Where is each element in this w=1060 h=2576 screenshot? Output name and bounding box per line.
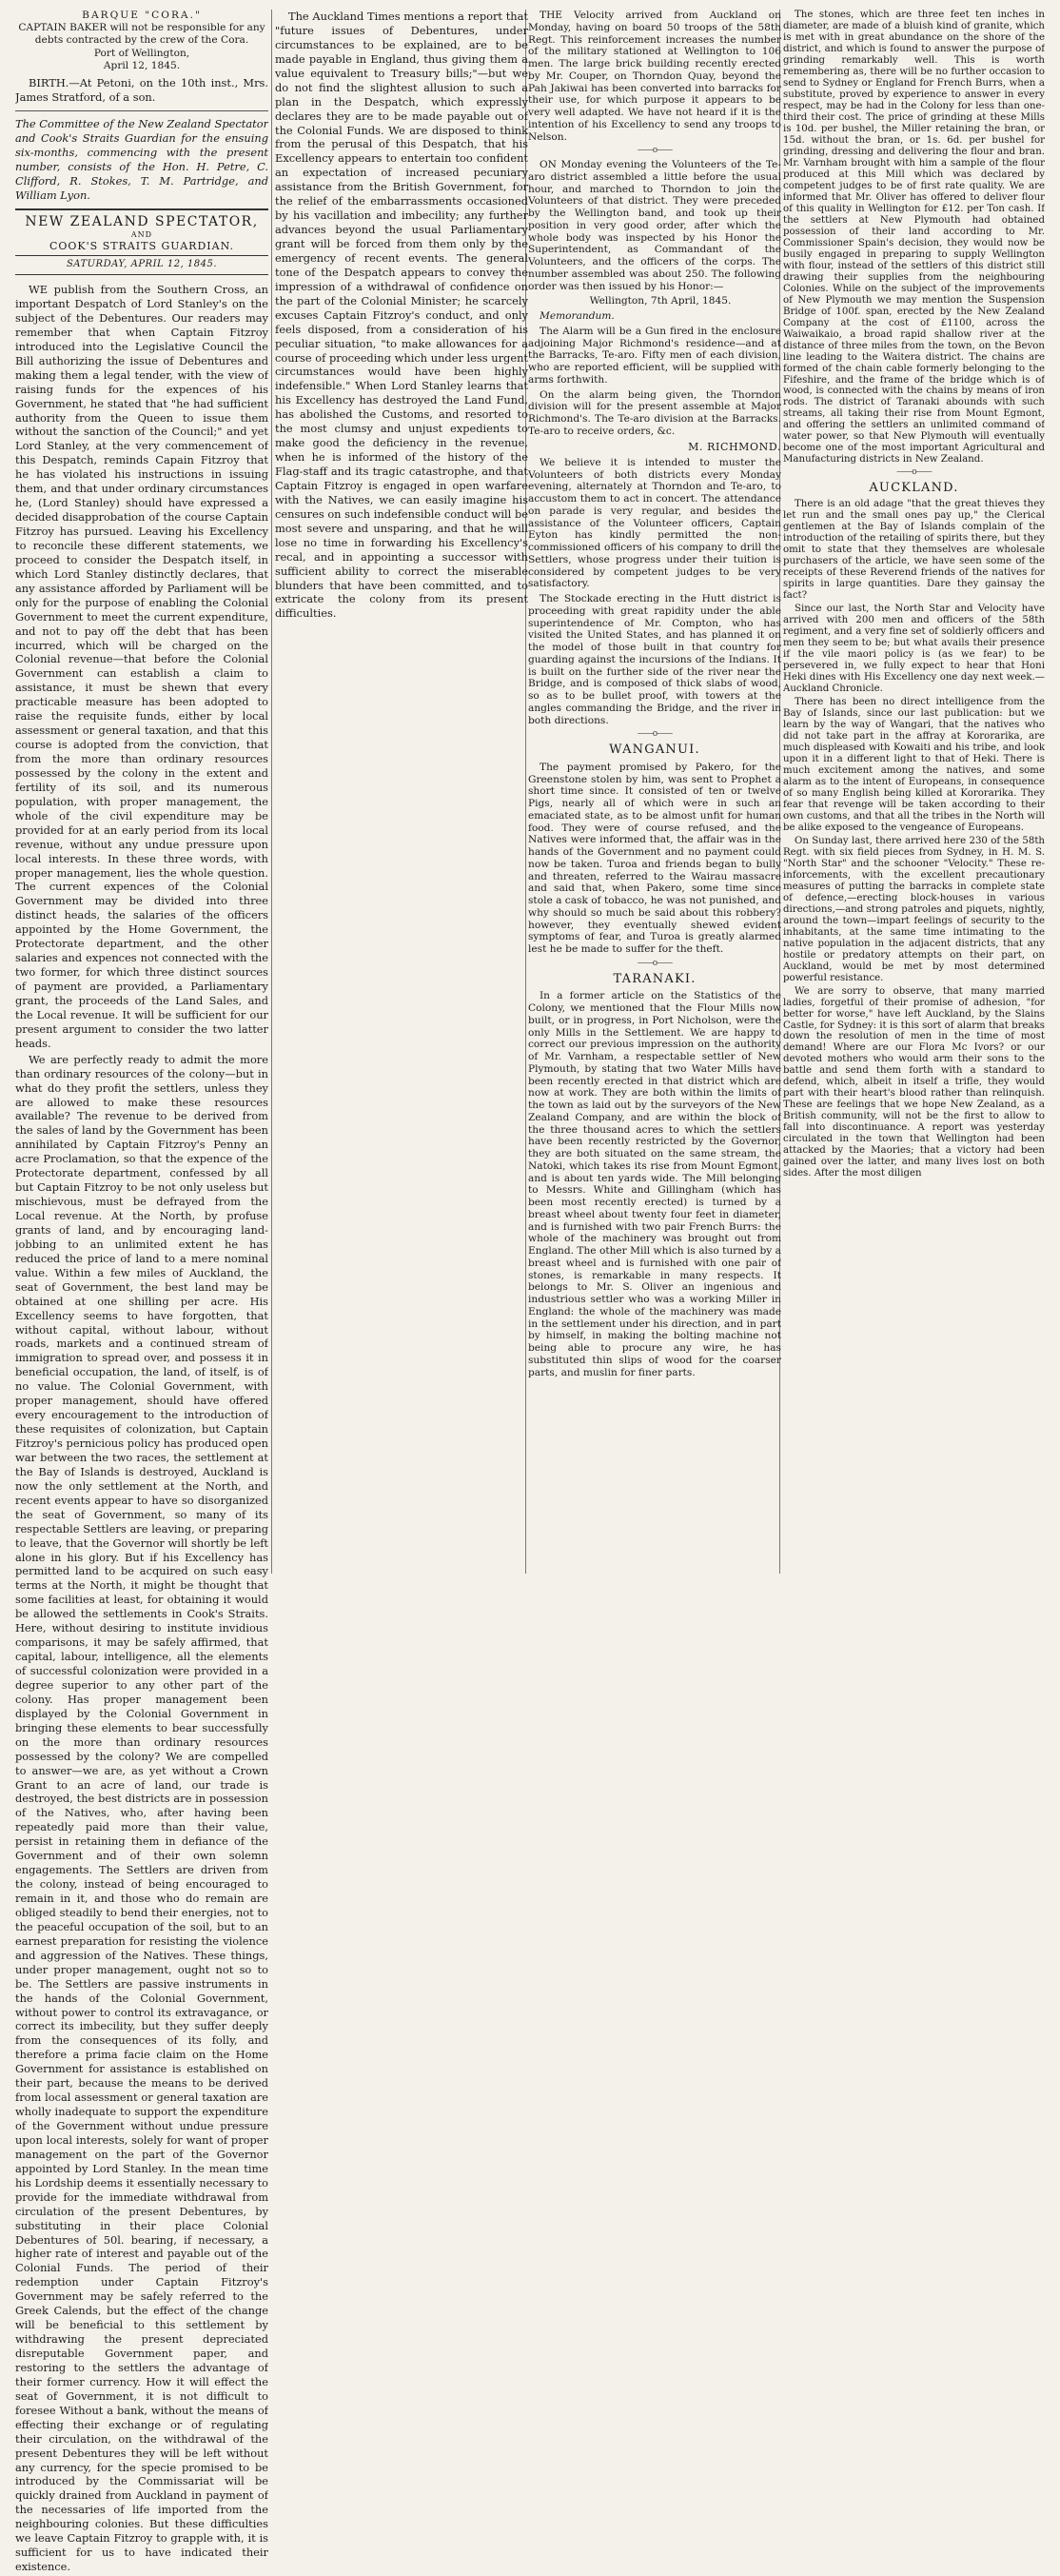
- taranaki-paragraph: In a former article on the Statistics of the Colony, we mentioned that the Flour Mills now built, or in progress, in Port Nicholson, were the only Mills in the Settlement. We are happy to correct our previous impression on the authority of Mr. Varnham, a respectable settler of New Plymouth, by stating that two Water Mills have been recently erected in that district which are now at work. They are both within the limits of the town as laid out by the surveyors of the New Zealand Company, and are within the block of the three thousand acres to which the settlers have been recently restricted by the Governor, they are both situated on the same stream, the Natoki, which takes its rise from Mount Egmont, and is about ten yards wide. The Mill belonging to Messrs. White and Gillingham (which has been most recently erected) is turned by a breast wheel about twenty four feet in diameter, and is furnished with two pair French Burrs: the whole of the machinery was brought out from England. The other Mill which is also turned by a breast wheel and is furnished with one pair of stones, is remarkable in many respects. It belongs to Mr. S. Oliver an ingenious and industrious settler who was a working Miller in England: the whole of the machinery was made in the settlement under his direction, and in part by himself, in making the bolting machine not being able to procure any wire, he has substituted thin slips of wood for the coarser parts, and muslin for finer parts.: [528, 990, 781, 1378]
- section-separator: ——o——: [637, 146, 673, 156]
- editorial-continued: [275, 10, 528, 621]
- order-heading: Memorandum.: [540, 310, 615, 323]
- taranaki-paragraph: The stones, which are three feet ten inches in diameter, are made of a bluish kind of granite, which is met with in great abundance on the shore of the district, and which is found to answer the purpose of grinding remarkably well. This is worth remembering as, there will be no further occasion to send to Sydney or England for French Burrs, when a substitute, proved by experience to answer in every respect, may be had in the Colony for less than one-third their cost. The price of grinding at these Mills is 10d. per bushel, the Miller retaining the bran, or 15d. without the bran, or 1s. 6d. per bushel for grinding, dressing and delivering the flour and bran. Mr. Varnham brought with him a sample of the flour produced at this Mill which was declared by competent judges to be of first rate quality. We are informed that Mr. Oliver has offered to deliver flour of this quality in Wellington for £12. per Ton cash. If the settlers at New Plymouth had obtained possession of their land according to Mr. Commissioner Spain's decision, they would now be busily engaged in preparing to supply Wellington with flour, instead of the settlers of this district still drawing their supplies from the neighbouring Colonies. While on the subject of the improvements of New Plymouth we may mention the Suspension Bridge of 100f. span, erected by the New Zealand Company at the cost of £1100, across the Waiwaikaio, a broad rapid shallow river at the distance of three miles from the town, on the Bevon line leading to the Waitera district. The chains are formed of the chain cable formerly belonging to the Fifeshire, and the frame of the bridge which is of wood, is connected with the chains by means of iron rods. The district of Taranaki abounds with such streams, all taking their rise from Mount Egmont, and offering the settlers an unlimited command of water power, so that New Plymouth will eventually become one of the most important Agricultural and Manufacturing districts in New Zealand.: [783, 10, 1045, 466]
- section-separator: ——o——: [637, 729, 673, 740]
- masthead-date: SATURDAY, APRIL 12, 1845.: [15, 255, 268, 269]
- notice-ship: BARQUE "CORA.": [82, 10, 202, 21]
- column-1: [15, 10, 268, 2576]
- stockade-paragraph: The Stockade erecting in the Hutt district is proceeding with great rapidity under the able superintendence of Mr. Compton, who has visited the United States, and has planned it on the model of those built in that country for guarding against the incursions of the Indians. It is built on the further side of the river near the Bridge, and is composed of thick slabs of wood, so as to be bullet proof, with towers at the angles commanding the Bridge, and the river in both directions.: [528, 593, 781, 726]
- section-separator: ——o——: [637, 958, 673, 968]
- masthead: [15, 208, 268, 275]
- auckland-paragraph: We are sorry to observe, that many married ladies, forgetful of their promise of adhesion, "for better for worse," have left Auckland, by the Slains Castle, for Sydney: it is this sort of alarm that breaks down the resolution of men in the time of most demand! Where are our Flora Mc Ivors? or our devoted mothers who would arm their sons to the battle and send them forth with a standard to defend, which, albeit in itself a trifle, they would part with their heart's blood rather than relinquish. These are feelings that we hope New Zealand, as a British community, will not be the first to allow to fall into discontinuance. A report was yesterday circulated in the town that Wellington had been attacked by the Maories; that a victory had been gained over the latter, and many lives lost on both sides. After the most diligen: [783, 985, 1045, 1179]
- auckland-paragraph: There is an old adage "that the great thieves they let run and the small ones pay up," the Clerical gentlemen at the Bay of Islands complain of the introduction of the retailing of spirits there, but they omit to state that they themselves are wholesale purchasers of the article, we have seen some of the receipts of these Reverend friends of the natives for spirits in large quantities. Dare they gainsay the fact?: [783, 499, 1045, 602]
- editorial-paragraph: We are perfectly ready to admit the more than ordinary resources of the colony—but in what do they profit the settlers, unless they are allowed to make these resources available? The revenue to be derived from the sales of land by the Government has been annihilated by Captain Fitzroy's Penny an acre Proclamation, so that the expence of the Protectorate department, confessed by all but Captain Fitzroy to be not only useless but mischievous, must be defrayed from the Local revenue. At the North, by profuse grants of land, and by encouraging land-jobbing to an unlimited extent he has reduced the price of land to a mere nominal value. Within a few miles of Auckland, the seat of Government, the best land may be obtained at one shilling per acre. His Excellency seems to have forgotten, that without capital, without labour, without roads, markets and a continued stream of immigration to spread over, and possess it in beneficial occupation, the land, of itself, is of no value. The Colonial Government, with proper management, should have offered every encouragement to the introduction of these requisites of colonization, but Captain Fitzroy's pernicious policy has produced open war between the two races, the settlement at the Bay of Islands is destroyed, Auckland is now the only settlement at the North, and recent events appear to have so disorganized the seat of Government, so many of its respectable Settlers are leaving, or preparing to leave, that the Governor will shortly be left alone in his glory. But if his Excellency has permitted land to be acquired on such easy terms at the North, it might be thought that some facilities at least, for obtaining it would be allowed the settlements in Cook's Straits. Here, without desiring to institute invidious comparisons, it may be safely affirmed, that capital, labour, intelligence, all the elements of successful colonization were provided in a degree superior to any other part of the colony. Has proper management been displayed by the Colonial Government in bringing these elements to bear successfully on the more than ordinary resources possessed by the colony? We are compelled to answer—we are, as yet without a Crown Grant to an acre of land, our trade is destroyed, the best districts are in possession of the Natives, who, after having been repeatedly paid more than their value, persist in retaining them in defiance of the Government and of their own solemn engagements. The Settlers are driven from the colony, instead of being encouraged to remain in it, and those who do remain are obliged steadily to bend their energies, not to the peaceful occupation of the soil, but to an earnest preparation for resisting the violence and aggression of the Natives. These things, under proper management, ought not so to be. The Settlers are passive instruments in the hands of the Colonial Government, without power to control its extravagance, or correct its imbecility, but they suffer deeply from the consequences of its folly, and therefore a prima facie claim on the Home Government for assistance is established on their part, because the means to be derived from local assessment or general taxation are wholly inadequate to support the expenditure of the Government without undue pressure upon local interests, solely for want of proper management on the part of the Governor appointed by Lord Stanley. In the mean time his Lordship deems it essentially necessary to provide for the immediate withdrawal from circulation of the present Debentures, by substituting in their place Colonial Debentures of 50l. bearing, if necessary, a higher rate of interest and payable out of the Colonial Funds. The period of their redemption under Captain Fitzroy's Government may be safely referred to the Greek Calends, but the effect of the change will be beneficial to this settlement by withdrawing the present depreciated disreputable Government paper, and restoring to the settlers the advantage of their former currency. How it will effect the seat of Government, it is not difficult to foresee Without a bank, without the means of effecting their exchange or of regulating their circulation, on the withdrawal of the present Debentures they will be left without any currency, for the specie promised to be introduced by the Commissariat will be quickly drained from Auckland in payment of the necessaries of life imported from the neighbouring colonies. But these difficulties we leave Captain Fitzroy to grapple with, it is sufficient for us to have indicated their existence.: [15, 1052, 268, 2574]
- column-2: [275, 10, 528, 623]
- auckland-paragraph: On Sunday last, there arrived here 230 of the 58th Regt. with six field pieces from Sydney, in H. M. S. "North Star" and the schooner "Velocity." These re-inforcements, with the excellent precautionary measures of putting the barracks in complete state of defence,—erecting block-houses in various directions,—and strong patroles and piquets, nightly, around the town—impart feelings of security to the inhabitants, at the same time intimating to the native population in the adjacent districts, that any hostile or predatory attempts on their part, on Auckland, would be met by most determined powerful resistance.: [783, 835, 1045, 983]
- shipping-notice: [15, 10, 268, 72]
- muster-paragraph: We believe it is intended to muster the Volunteers of both districts every Monday evening, alternately at Thorndon and Te-aro, to accustom them to act in concert. The attendance on parade is very regular, and besides the assistance of the Volunteer officers, Captain Eyton has kindly permitted the non-commissioned officers of his company to drill the Settlers, whose progress under their tuition is considered by competent judges to be very satisfactory.: [528, 456, 781, 590]
- notice-port: Port of Wellington,: [93, 47, 190, 59]
- section-separator: ——o——: [896, 467, 932, 478]
- editorial-paragraph: WE publish from the Southern Cross, an important Despatch of Lord Stanley's on the subject of the Debentures. Our readers may remember that when Captain Fitzroy introduced into the Legislative Council the Bill authorizing the issue of Debentures and making them a legal tender, with the view of raising funds for the expences of his Government, he stated that "he had sufficient authority from the Queen to issue them without the sanction of the Council;" and yet Lord Stanley, at the very commencement of this Despatch, reminds Capain Fitzroy that he has violated his instructions in issuing them, and that under ordinary circumstances he, (Lord Stanley) should have expressed a decided disapprobation of the course Captain Fitzroy has pursued. Leaving his Excellency to reconcile these different statements, we proceed to consider the Despatch itself, in which Lord Stanley distinctly declares, that any assistance afforded by Parliament will be only for the purpose of enabling the Colonial Government to meet the current expenditure, and not to pay off the debt that has been incurred, which will be charged on the Colonial revenue—that before the Colonial Government can establish a claim to assistance, it must be shewn that every practicable measure has been adopted to raise the requisite funds, either by local assessment or general taxation, and that this course is adopted from the conviction, that from the more than ordinary resources possessed by the colony in the extent and fertility of its soil, and its numerous population, with proper management, the whole of the civil expenditure may be provided for at an early period from its local revenue, without any undue pressure upon local interests. In these three words, with proper management, lies the whole question. The current expences of the Colonial Government may be divided into three distinct heads, the salaries of the officers appointed by the Home Government, the Protectorate department, and the other salaries and expences not connected with the two former, for which three distinct sources of payment are provided, a Parliamentary grant, the proceeds of the Land Sales, and the Local revenue. It will be sufficient for our present argument to consider the two latter heads.: [15, 283, 268, 1050]
- column-3: [528, 10, 781, 1381]
- masthead-subtitle: COOK'S STRAITS GUARDIAN.: [49, 240, 234, 253]
- order-signature: M. RICHMOND.: [688, 440, 781, 453]
- auckland-paragraph: Since our last, the North Star and Velocity have arrived with 200 men and officers of the 58th regiment, and a very fine set of soldierly officers and men they seem to be; but what avails their presence if the vile maori policy is (as we fear) to be persevered in, we fully expect to hear that Honi Heki dines with His Excellency one day next week.—Auckland Chronicle.: [783, 604, 1045, 694]
- order-dateline: Wellington, 7th April, 1845.: [589, 295, 732, 307]
- velocity-paragraph: THE Velocity arrived from Auckland on Monday, having on board 50 troops of the 58th Regt. This reinforcement increases the number of the military stationed at Wellington to 106 men. The large brick building recently erected by Mr. Couper, on Thorndon Quay, beyond the Pah Jakiwai has been converted into barracks for their use, for which purpose it appears to be very well adapted. We have not heard if it is the intention of his Excellency to send any troops to Nelson.: [528, 10, 781, 143]
- wanganui-paragraph: The payment promised by Pakero, for the Greenstone stolen by him, was sent to Prophet a short time since. It consisted of ten or twelve Pigs, nearly all of which were in such an emaciated state, as to be almost unfit for human food. They were of course refused, and the Natives were informed that, the affair was in the hands of the Government and no payment could now be taken. Turoa and friends began to bully and threaten, referred to the Wairau massacre and said that, when Pakero, some time since stole a cask of tobacco, he was not punished, and why should so much be said about this robbery? however, they eventually shewed evident symptoms of fear, and Turoa is greatly alarmed lest he be made to suffer for the theft.: [528, 761, 781, 956]
- birth-notice: BIRTH.—At Petoni, on the 10th inst., Mrs. James Stratford, of a son.: [15, 76, 268, 104]
- editorial-article: [15, 283, 268, 2574]
- column-4: [783, 10, 1045, 1181]
- auckland-paragraph: There has been no direct intelligence from the Bay of Islands, since our last publication: but we learn by the way of Wangari, that the natives who did not take part in the affray at Kororarika, are much displeased with Kowaiti and his tribe, and look upon it in a different light to that of Heki. There is much excitement among the natives, and some alarm as to the intent of Europeans, in consequence of so many English being killed at Kororarika. They fear that revenge will be taken according to their own customs, and that all the tribes in the North will be alike exposed to the vengeance of Europeans.: [783, 696, 1045, 833]
- column-3-articles: [528, 10, 781, 1378]
- notice-text: CAPTAIN BAKER will not be responsible for any debts contracted by the crew of the Cora.: [18, 22, 265, 47]
- committee-notice: The Committee of the New Zealand Spectator and Cook's Straits Guardian for the ensuing six-months, commencing with the present number, consists of the Hon. H. Petre, C. Clifford, R. Stokes, T. M. Partridge, and William Lyon.: [15, 110, 268, 203]
- volunteers-paragraph: ON Monday evening the Volunteers of the Te-aro district assembled a little before the usual hour, and marched to Thorndon to join the Volunteers of that district. They were preceded by the Wellington band, and took up their position in very good order, after which the whole body was inspected by his Honor the Superintendent, as Commandant of the Volunteers, and the officers of the corps. The number assembled was about 250. The following order was then issued by his Honor:—: [528, 159, 781, 292]
- masthead-and: AND: [130, 230, 153, 240]
- masthead-title: NEW ZEALAND SPECTATOR,: [25, 214, 259, 230]
- editorial-paragraph: The Auckland Times mentions a report that "future issues of Debentures, under circumstances to be explained, are to be made payable in England, thus giving them a value equivalent to Treasury bills;"—but we do not find the slightest allusion to such a plan in the Despatch, which expressly declares they are to be made payable out of the Colonial Funds. We are disposed to think from the perusal of this Despatch, that his Excellency appears to entertain too confident an expectation of increased pecuniary assistance from the British Government, for the relief of the embarrassments occasioned by his vacillation and imbecility; any further advances beyond the usual Parliamentary grant will be forced from them only by the emergency of recent events. The general tone of the Despatch appears to convey the impression of a withdrawal of confidence on the part of the Colonial Minister; he scarcely excuses Captain Fitzroy's conduct, and only feels disposed, from a consideration of his peculiar situation, "to make allowances for a course of proceeding which under less urgent circumstances would have been highly indefensible." When Lord Stanley learns that his Excellency has destroyed the Land Fund, has abolished the Customs, and resorted to the most clumsy and unjust expedients to make good the deficiency in the revenue, when he is informed of the history of the Flag-staff and its tragic catastrophe, and that Captain Fitzroy is engaged in open warfare with the Natives, we can easily imagine his censures on such indefensible conduct will be most severe and unsparing, and that he will lose no time in forwarding his Excellency's recal, and in appointing a successor with sufficient ability to correct the miserable blunders that have been committed, and to extricate the colony from its present difficulties.: [275, 10, 528, 621]
- taranaki-heading: TARANAKI.: [613, 971, 697, 986]
- wanganui-heading: WANGANUI.: [609, 743, 700, 758]
- auckland-heading: AUCKLAND.: [869, 480, 959, 495]
- column-4-articles: [783, 10, 1045, 1179]
- order-text: The Alarm will be a Gun fired in the enclosure adjoining Major Richmond's residence—and at the Barracks, Te-aro. Fifty men of each division, who are reported efficient, will be supplied with arms forthwith.: [528, 325, 781, 386]
- notice-date: April 12, 1845.: [103, 59, 181, 71]
- column-rule: [271, 10, 272, 1574]
- order-text: On the alarm being given, the Thorndon division will for the present assemble at Major Richmond's. The Te-aro division at the Barracks. Te-aro to receive orders, &c.: [528, 388, 781, 437]
